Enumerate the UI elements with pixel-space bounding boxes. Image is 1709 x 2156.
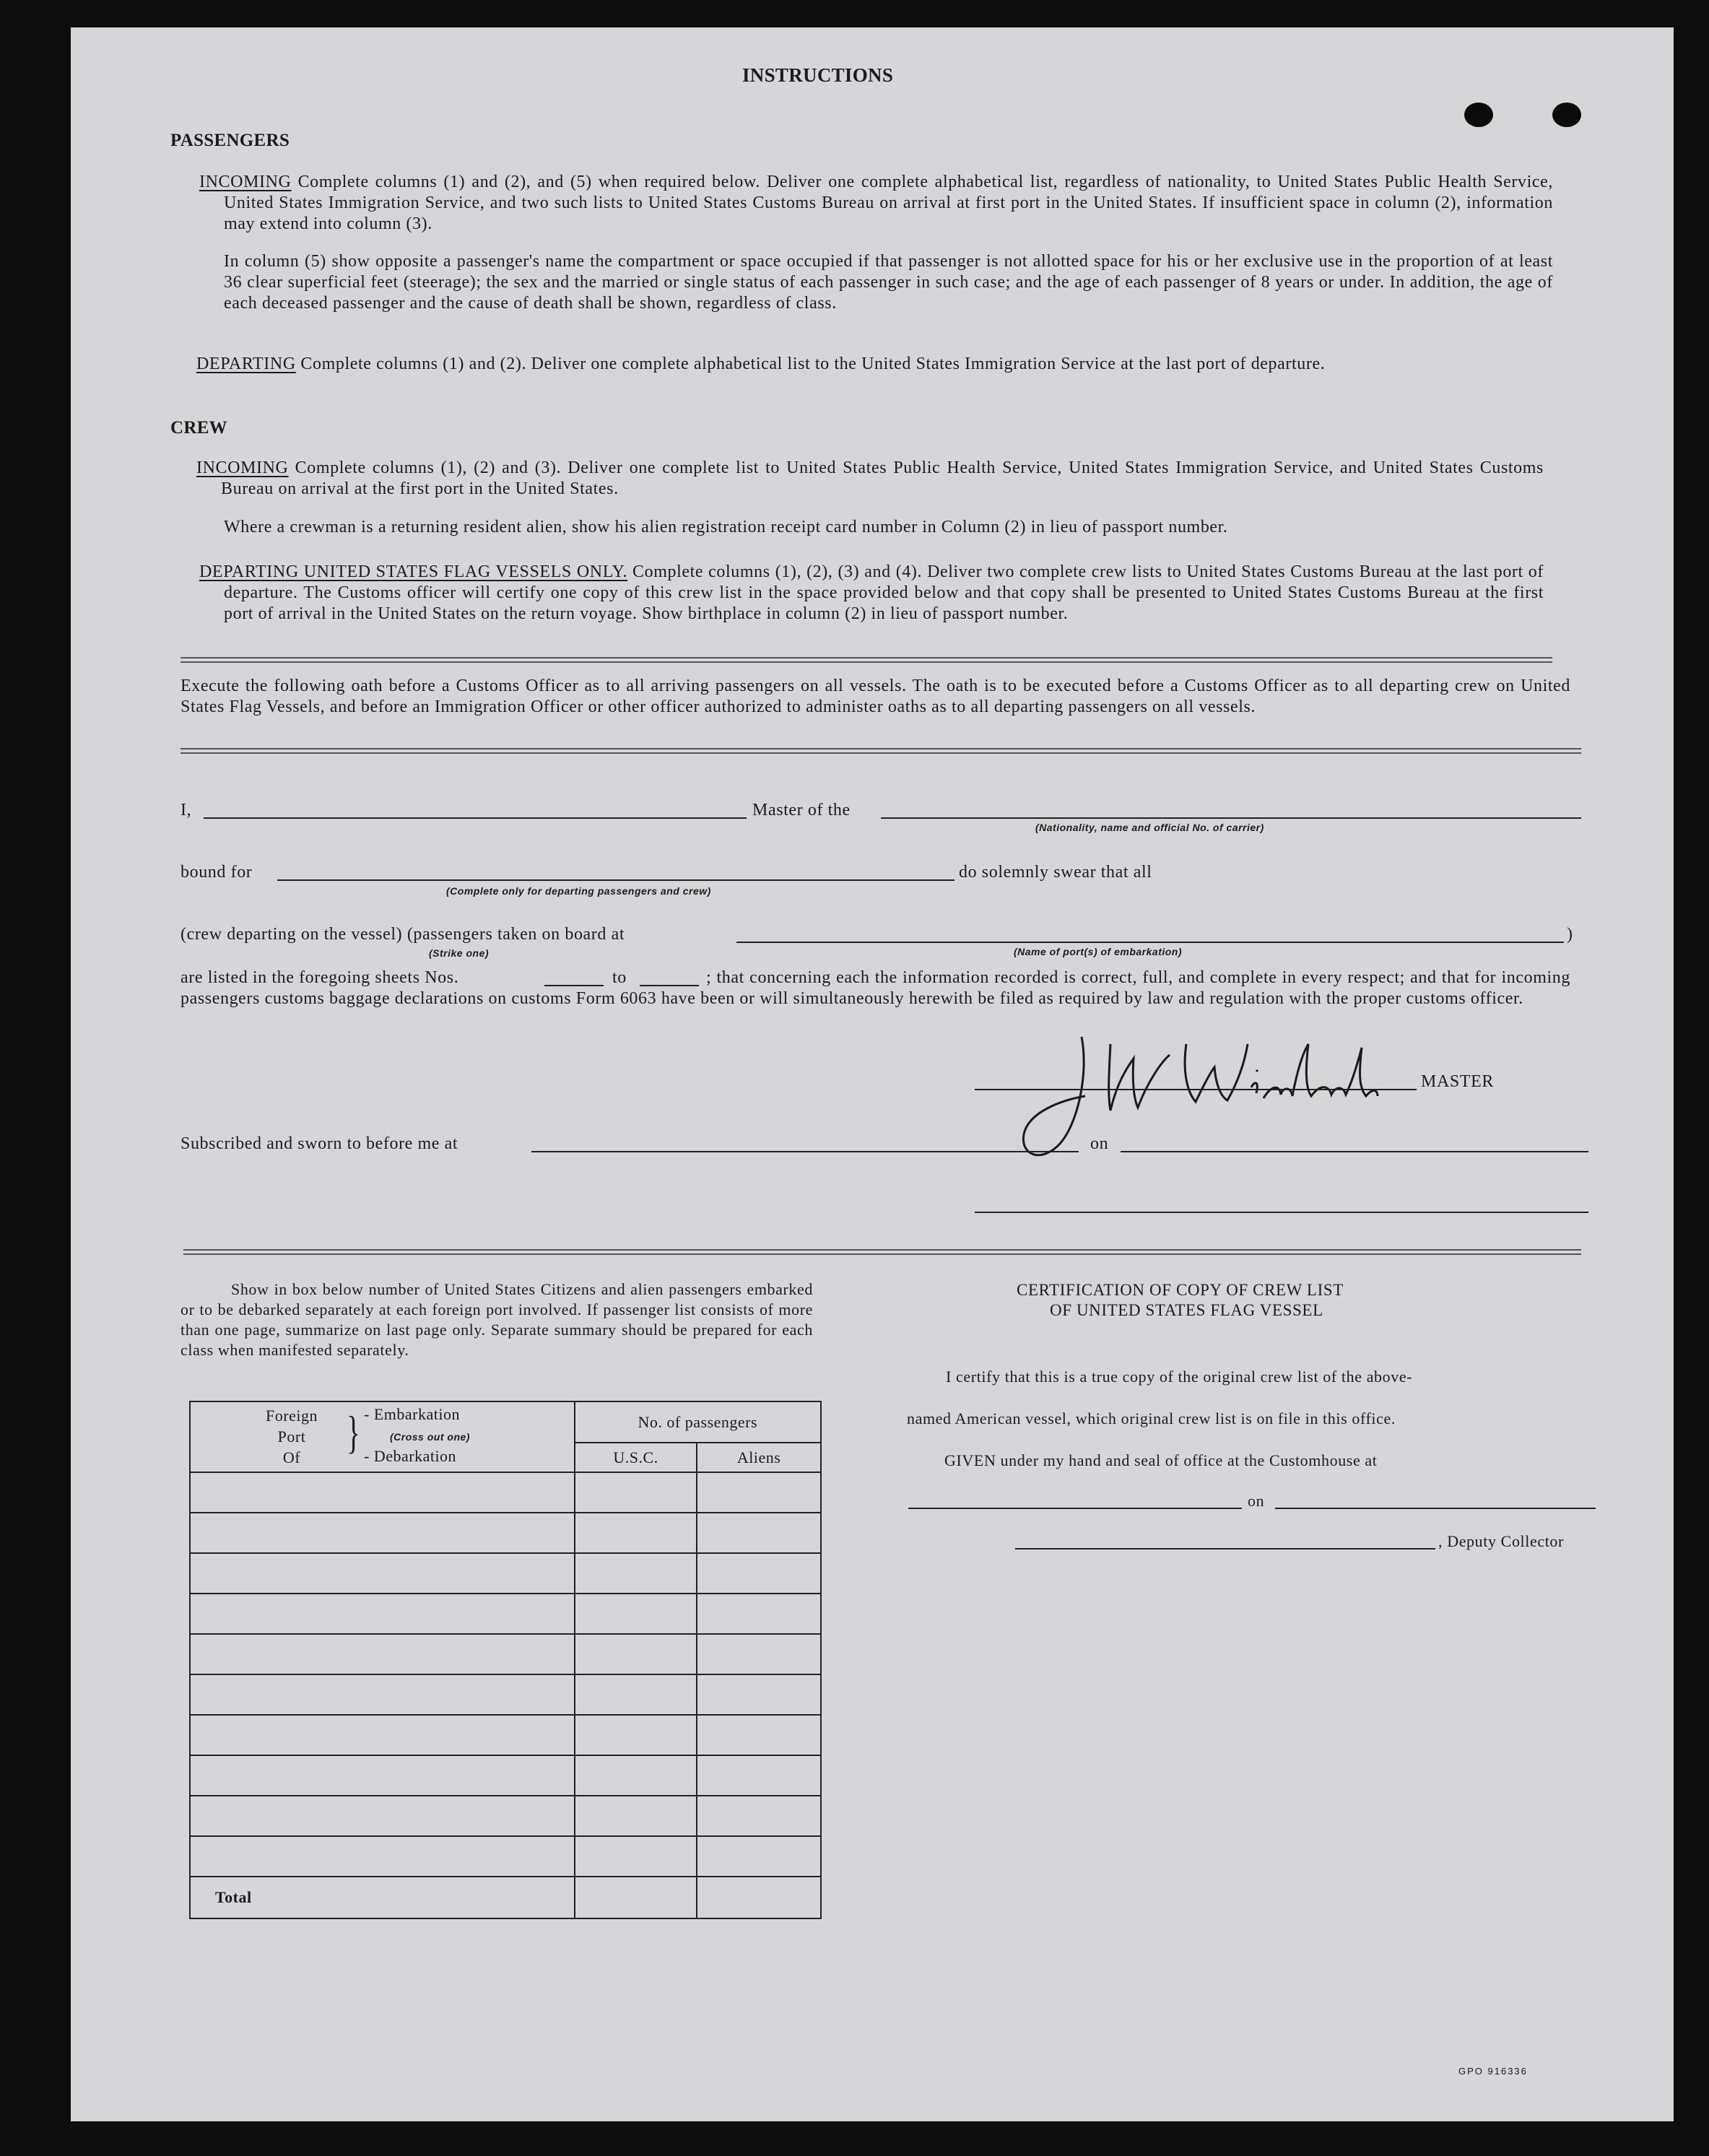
foreign-port-header <box>190 1401 575 1472</box>
master-label: MASTER <box>1421 1072 1494 1091</box>
sworn-date-field[interactable] <box>1121 1151 1588 1152</box>
foreign-port-of-label: Foreign Port Of <box>266 1407 318 1466</box>
master-name-field[interactable] <box>204 817 747 819</box>
table-row <box>190 1594 821 1634</box>
usc-cell[interactable] <box>575 1594 697 1634</box>
cross-out-caption: (Cross out one) <box>390 1431 470 1443</box>
deputy-collector-field[interactable] <box>1015 1548 1435 1549</box>
crew-departing-text: Complete columns (1), (2), (3) and (4). Deliver two complete crew lists to United States Customs Bureau at the last port of departure. The Customs officer will certify one copy of this crew list in the space provided below and that copy shall be presented to United States Customs Bureau at the first port of arrival in the United States on the return voyage. Show birthplace in column (2) in lieu of passport number. <box>224 562 1544 623</box>
certification-title-line1: CERTIFICATION OF COPY OF CREW LIST <box>1017 1281 1344 1299</box>
passengers-incoming-label: INCOMING <box>199 173 292 191</box>
usc-cell[interactable] <box>575 1836 697 1877</box>
aliens-cell[interactable] <box>697 1755 821 1796</box>
bound-caption: (Complete only for departing passengers and crew) <box>446 885 711 897</box>
crew-incoming-text: Complete columns (1), (2) and (3). Deliver one complete list to United States Public Health Service, United States Immigration Service, and United States Customs Bureau on arrival at the first port in the United States. <box>221 458 1544 498</box>
crew-departing <box>199 562 1544 625</box>
passengers-incoming <box>199 172 1553 235</box>
crew-resident-text: Where a crewman is a returning resident alien, show his alien registration receipt card number in Column (2) in lieu of passport number. <box>224 518 1228 536</box>
subscribed-label: Subscribed and sworn to before me at <box>181 1134 458 1153</box>
no-of-passengers-header: No. of passengers <box>575 1401 821 1443</box>
aliens-cell[interactable] <box>697 1594 821 1634</box>
usc-cell[interactable] <box>575 1634 697 1674</box>
aliens-cell[interactable] <box>697 1715 821 1755</box>
passengers-incoming-text: Complete columns (1) and (2), and (5) when required below. Deliver one complete alphabetical list, regardless of nationality, to United States Public Health Service, United States Immigration Service, and two such lists to United States Customs Bureau on arrival at first port in the United States. If insufficient space in column (2), information may extend into column (3). <box>224 173 1553 233</box>
summary-instructions: Show in box below number of United States Citizens and alien passengers embarked or to be debarked separately at each foreign port involved. If passenger list consists of more than one page, summarize on last page only. Separate summary should be prepared for each class when manifested separately. <box>181 1280 813 1359</box>
passengers-departing-text: Complete columns (1) and (2). Deliver one complete alphabetical list to the United States Immigration Service at the last port of departure. <box>300 355 1326 373</box>
embarkation-label: - Embarkation <box>364 1405 460 1423</box>
usc-cell[interactable] <box>575 1513 697 1553</box>
sworn-place-field[interactable] <box>531 1151 1079 1152</box>
punch-hole <box>1464 103 1493 127</box>
table-row <box>190 1836 821 1877</box>
divider <box>183 1249 1581 1255</box>
port-cell[interactable] <box>190 1634 575 1674</box>
usc-header: U.S.C. <box>575 1443 697 1472</box>
certification-line2: named American vessel, which original crew list is on file in this office. <box>907 1409 1396 1427</box>
aliens-cell[interactable] <box>697 1472 821 1513</box>
table-row <box>190 1674 821 1715</box>
aliens-cell[interactable] <box>697 1634 821 1674</box>
port-cell[interactable] <box>190 1715 575 1755</box>
close-paren: ) <box>1567 925 1573 944</box>
passenger-summary-table <box>189 1401 822 1919</box>
usc-cell[interactable] <box>575 1472 697 1513</box>
table-row <box>190 1755 821 1796</box>
certification-line1: I certify that this is a true copy of the original crew list of the above- <box>946 1368 1413 1386</box>
crew-departing-label: (crew departing on the vessel) (passengers taken on board at <box>181 925 625 944</box>
crew-heading: CREW <box>170 418 227 438</box>
aliens-cell[interactable] <box>697 1796 821 1836</box>
master-of-label: Master of the <box>752 801 851 820</box>
table-row <box>190 1553 821 1594</box>
certification-on-label: on <box>1248 1492 1265 1510</box>
aliens-total-cell[interactable] <box>697 1877 821 1918</box>
bound-for-field[interactable] <box>277 879 954 881</box>
oath-i-label: I, <box>181 801 192 820</box>
table-row <box>190 1513 821 1553</box>
brace-glyph: } <box>347 1407 360 1458</box>
customhouse-field[interactable] <box>908 1508 1242 1509</box>
table-row <box>190 1715 821 1755</box>
carrier-caption: (Nationality, name and official No. of carrier) <box>1035 822 1264 833</box>
carrier-field[interactable] <box>881 817 1581 819</box>
usc-cell[interactable] <box>575 1755 697 1796</box>
port-cell[interactable] <box>190 1755 575 1796</box>
aliens-cell[interactable] <box>697 1674 821 1715</box>
port-cell[interactable] <box>190 1472 575 1513</box>
passengers-departing <box>196 354 1553 375</box>
aliens-cell[interactable] <box>697 1836 821 1877</box>
aliens-cell[interactable] <box>697 1513 821 1553</box>
usc-cell[interactable] <box>575 1553 697 1594</box>
aliens-cell[interactable] <box>697 1553 821 1594</box>
footer-code: GPO 916336 <box>1458 2066 1528 2077</box>
certification-date-field[interactable] <box>1275 1508 1596 1509</box>
aliens-header: Aliens <box>697 1443 821 1472</box>
master-signature <box>1002 1015 1464 1181</box>
divider <box>181 657 1552 663</box>
passengers-column5-text: In column (5) show opposite a passenger's name the compartment or space occupied if that passenger is not allotted space for his or her exclusive use in the proportion of at least 36 clear superficial feet (steerage); the sex and the married or single status of each passenger in such case; and the age of each passenger of 8 years or under. In addition, the age of each deceased passenger and the cause of death shall be shown, regardless of class. <box>224 252 1553 313</box>
passengers-heading: PASSENGERS <box>170 131 290 150</box>
divider <box>181 748 1581 754</box>
crew-incoming-label: INCOMING <box>196 458 289 477</box>
port-cell[interactable] <box>190 1553 575 1594</box>
table-row <box>190 1472 821 1513</box>
on-label: on <box>1090 1134 1109 1153</box>
listed-rest: ; that concerning each the information recorded is correct, full, and complete in every respect; and that for incoming passengers customs baggage declarations on customs Form 6063 have been or will simultaneously herewith be filed as required by law and regulation with the proper customs officer. <box>181 968 1570 1008</box>
usc-cell[interactable] <box>575 1674 697 1715</box>
total-label: Total <box>190 1877 575 1918</box>
table-row <box>190 1634 821 1674</box>
to-label: to <box>612 968 627 987</box>
deputy-collector-label: , Deputy Collector <box>1438 1532 1564 1550</box>
total-row <box>190 1877 821 1918</box>
page-title: INSTRUCTIONS <box>742 64 894 86</box>
usc-cell[interactable] <box>575 1796 697 1836</box>
oath-instruction: Execute the following oath before a Customs Officer as to all arriving passengers on all vessels. The oath is to be executed before a Customs Officer as to all departing crew on United States Flag Vessels, and before an Immigration Officer or other officer authorized to administer oaths as to all departing passengers on all vessels. <box>181 677 1570 716</box>
officer-signature-field[interactable] <box>975 1212 1588 1213</box>
usc-cell[interactable] <box>575 1715 697 1755</box>
crew-departing-label: DEPARTING UNITED STATES FLAG VESSELS ONLY. <box>199 562 628 581</box>
debarkation-label: - Debarkation <box>364 1447 457 1465</box>
strike-caption: (Strike one) <box>429 947 490 959</box>
certification-line3: GIVEN under my hand and seal of office at the Customhouse at <box>944 1451 1378 1469</box>
usc-total-cell[interactable] <box>575 1877 697 1918</box>
port-embarkation-field[interactable] <box>736 942 1564 943</box>
port-caption: (Name of port(s) of embarkation) <box>1014 946 1183 957</box>
port-cell[interactable] <box>190 1594 575 1634</box>
port-cell[interactable] <box>190 1796 575 1836</box>
bound-for-label: bound for <box>181 863 253 882</box>
listed-prefix: are listed in the foregoing sheets Nos. <box>181 968 459 987</box>
port-cell[interactable] <box>190 1674 575 1715</box>
table-row <box>190 1796 821 1836</box>
crew-incoming <box>196 458 1544 500</box>
certification-title-line2: OF UNITED STATES FLAG VESSEL <box>1050 1301 1323 1319</box>
master-signature-line[interactable] <box>975 1089 1417 1090</box>
port-cell[interactable] <box>190 1513 575 1553</box>
swear-label: do solemnly swear that all <box>959 863 1152 882</box>
punch-hole <box>1552 103 1581 127</box>
form-sheet <box>71 27 1674 2121</box>
port-cell[interactable] <box>190 1836 575 1877</box>
passengers-departing-label: DEPARTING <box>196 355 296 373</box>
